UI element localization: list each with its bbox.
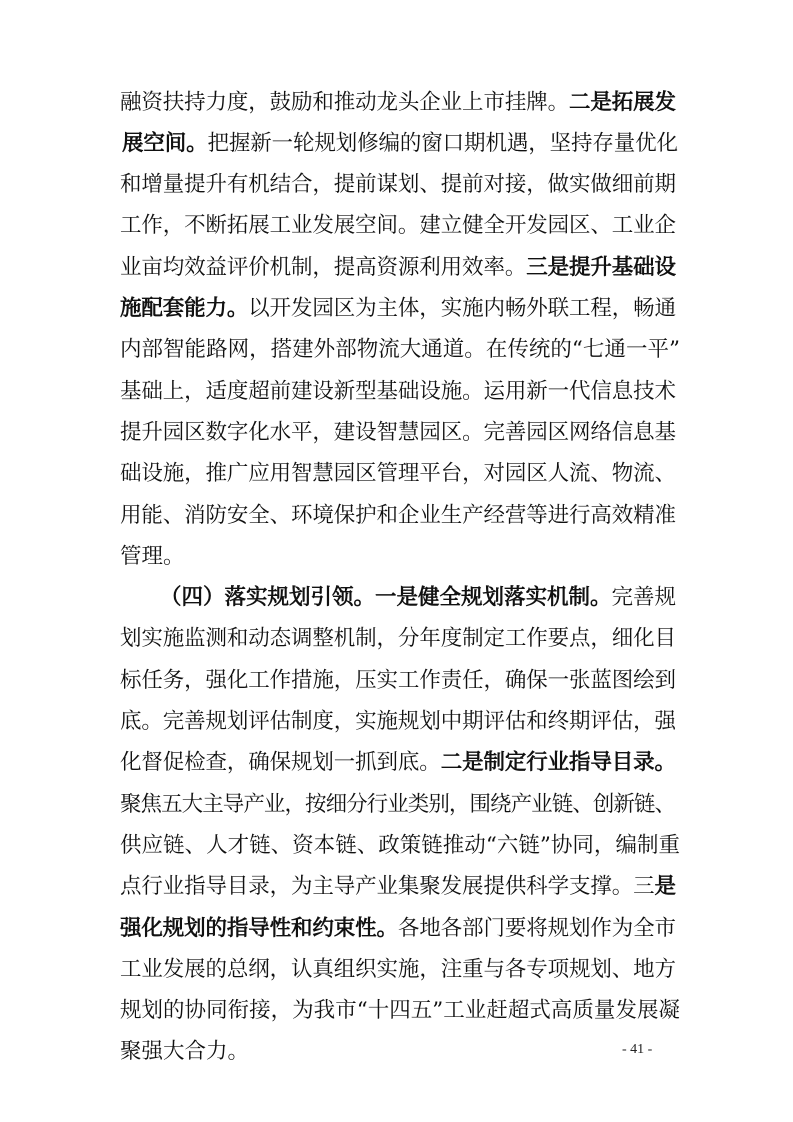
text-line	[120, 88, 793, 118]
text-line	[160, 583, 793, 613]
text-segment: 聚焦五大主导产业，按细分行业类别，围绕产业链、创新链、	[120, 792, 676, 817]
text-line	[120, 914, 793, 944]
text-segment: 划实施监测和动态调整机制，分年度制定工作要点，细化目	[120, 626, 676, 651]
text-segment: 内部智能路网，搭建外部物流大通道。在传统的“七通一平”	[120, 337, 681, 362]
text-line	[120, 955, 793, 985]
text-segment: 工业发展的总纲，认真组织实施，注重与各专项规划、地方	[120, 957, 676, 982]
text-segment: 融资扶持力度，鼓励和推动龙头企业上市挂牌。	[120, 90, 569, 115]
text-line	[120, 253, 793, 283]
text-line	[120, 790, 793, 820]
text-line	[122, 129, 793, 159]
bold-text-segment: 强化规划的指导性和约束性。	[120, 916, 398, 941]
text-line	[120, 996, 793, 1026]
text-segment: 把握新一轮规划修编的窗口期机遇，坚持存量优化	[207, 131, 678, 156]
text-segment: 础设施，推广应用智慧园区管理平台，对园区人流、物流、	[120, 461, 676, 486]
text-line	[120, 748, 793, 778]
bold-text-segment: 展空间。	[122, 131, 208, 156]
text-segment: 规划的协同衔接，为我市“十四五”工业赶超式高质量发展凝	[120, 998, 681, 1023]
text-line	[120, 707, 793, 737]
bold-text-segment: 二是拓展发	[568, 90, 676, 115]
text-segment: 用能、消防安全、环境保护和企业生产经营等进行高效精准	[120, 503, 676, 528]
text-line	[120, 418, 793, 448]
text-line	[120, 170, 793, 200]
text-segment: 完善规	[611, 585, 676, 610]
bold-text-segment: 二是制定行业指导目录。	[440, 750, 676, 775]
text-line	[120, 294, 793, 324]
text-segment: 底。完善规划评估制度，实施规划中期评估和终期评估，强	[120, 709, 676, 734]
text-line	[120, 501, 793, 531]
text-line	[120, 831, 793, 861]
text-segment: 点行业指导目录，为主导产业集聚发展提供科学支撑。三	[120, 874, 655, 899]
text-segment: 提升园区数字化水平，建设智慧园区。完善园区网络信息基	[120, 420, 676, 445]
text-segment: 和增量提升有机结合，提前谋划、提前对接，做实做细前期	[120, 172, 676, 197]
text-line	[120, 459, 793, 489]
page-number: - 41 -	[622, 1042, 653, 1057]
bold-text-segment: 施配套能力。	[120, 296, 249, 321]
text-line	[120, 335, 793, 365]
text-line	[120, 542, 793, 572]
text-line	[120, 872, 793, 902]
text-segment: 化督促检查，确保规划一抓到底。	[120, 750, 441, 775]
bold-text-segment: 三是提升基础设	[526, 255, 676, 280]
text-line	[120, 211, 793, 241]
text-segment: 各地各部门要将规划作为全市	[397, 916, 676, 941]
text-segment: 工作，不断拓展工业发展空间。建立健全开发园区、工业企	[120, 213, 676, 238]
text-segment: 管理。	[120, 544, 185, 569]
text-line	[120, 624, 793, 654]
text-line	[120, 666, 793, 696]
text-line	[120, 1037, 793, 1067]
bold-text-segment: （四）落实规划引领。一是健全规划落实机制。	[160, 585, 612, 610]
text-segment: 业亩均效益评价机制，提高资源利用效率。	[120, 255, 527, 280]
text-segment: 标任务，强化工作措施，压实工作责任，确保一张蓝图绘到	[120, 668, 676, 693]
text-segment: 基础上，适度超前建设新型基础设施。运用新一代信息技术	[120, 379, 676, 404]
text-segment: 聚强大合力。	[120, 1039, 250, 1064]
text-segment: 以开发园区为主体，实施内畅外联工程，畅通	[248, 296, 676, 321]
text-segment: 供应链、人才链、资本链、政策链推动“六链”协同，编制重	[120, 833, 681, 858]
bold-text-segment: 是	[654, 874, 676, 899]
text-line	[120, 377, 793, 407]
